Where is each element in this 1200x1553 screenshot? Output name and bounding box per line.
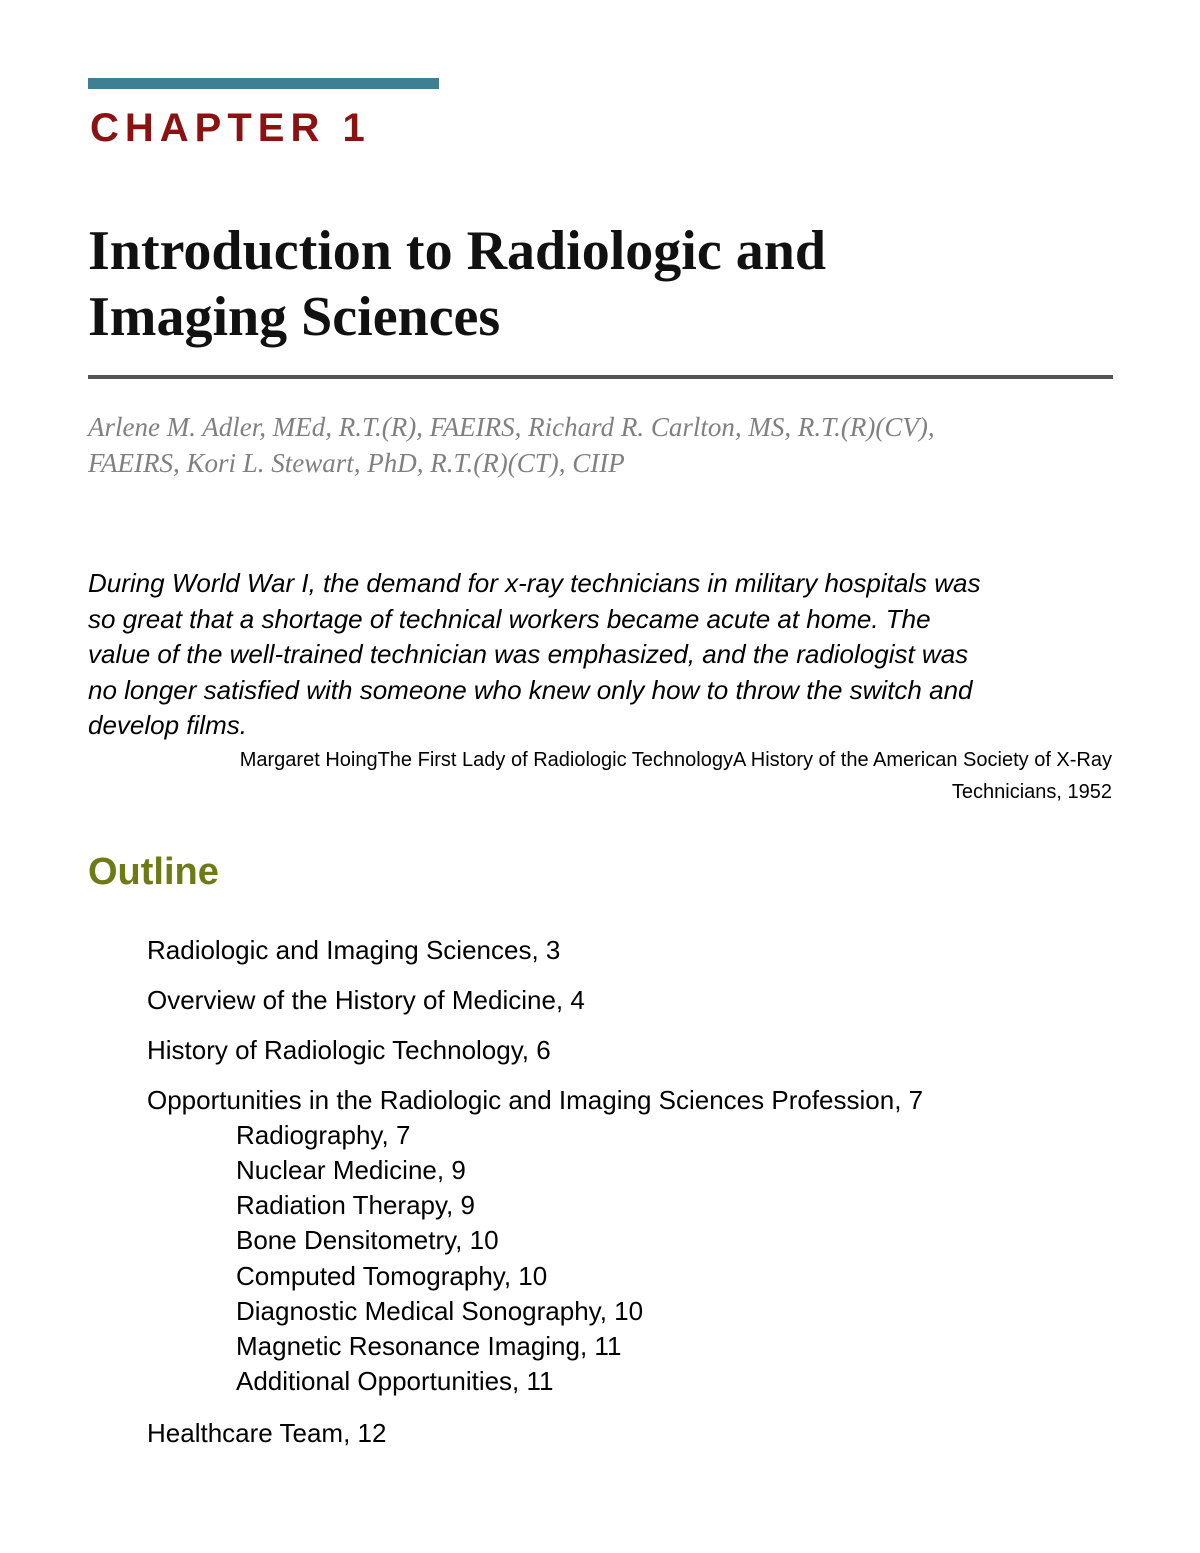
epigraph-quote — [88, 566, 1118, 744]
chapter-title — [88, 218, 1118, 350]
epigraph-line: value of the well-trained technician was emphasized, and the radiologist was — [88, 639, 969, 669]
chapter-title-line-1: Introduction to Radiologic and — [88, 220, 826, 282]
outline-item: History of Radiologic Technology, 6 — [147, 1035, 551, 1065]
author-line-1: Arlene M. Adler, MEd, R.T.(R), FAEIRS, Richard R. Carlton, MS, R.T.(R)(CV), — [88, 412, 935, 442]
outline-item: Opportunities in the Radiologic and Imaging Sciences Profession, 7 — [147, 1085, 924, 1115]
outline-subitem: Radiation Therapy, 9 — [236, 1190, 475, 1220]
outline-subitem: Diagnostic Medical Sonography, 10 — [236, 1296, 644, 1326]
outline-subitem: Bone Densitometry, 10 — [236, 1225, 499, 1255]
chapter-label: CHAPTER 1 — [90, 106, 371, 150]
outline-item: Radiologic and Imaging Sciences, 3 — [147, 935, 561, 965]
outline-subitem: Magnetic Resonance Imaging, 11 — [236, 1331, 622, 1361]
outline-subitem: Radiography, 7 — [236, 1120, 411, 1150]
attribution-line-1: Margaret HoingThe First Lady of Radiologic TechnologyA History of the American Society of X-Ray — [239, 749, 1112, 771]
outline-heading: Outline — [88, 851, 219, 893]
outline-subitem: Nuclear Medicine, 9 — [236, 1155, 466, 1185]
outline-item: Overview of the History of Medicine, 4 — [147, 985, 585, 1015]
author-list — [88, 409, 1118, 481]
epigraph-line: no longer satisfied with someone who knew only how to throw the switch and — [88, 674, 973, 705]
chapter-accent-bar — [88, 78, 439, 89]
attribution-line-2: Technicians, 1952 — [951, 781, 1112, 803]
outline-subitem: Computed Tomography, 10 — [236, 1261, 548, 1291]
outline-item: Healthcare Team, 12 — [147, 1418, 387, 1448]
epigraph-line: During World War I, the demand for x-ray technicians in military hospitals was — [88, 568, 981, 598]
author-line-2: FAEIRS, Kori L. Stewart, PhD, R.T.(R)(CT), CIIP — [88, 448, 625, 478]
epigraph-line: develop films. — [88, 710, 247, 740]
epigraph-line: so great that a shortage of technical workers became acute at home. The — [88, 603, 931, 634]
title-divider — [88, 375, 1113, 379]
chapter-title-line-2: Imaging Sciences — [88, 286, 501, 348]
outline-subitem: Additional Opportunities, 11 — [236, 1366, 554, 1396]
epigraph-attribution — [88, 744, 1112, 808]
